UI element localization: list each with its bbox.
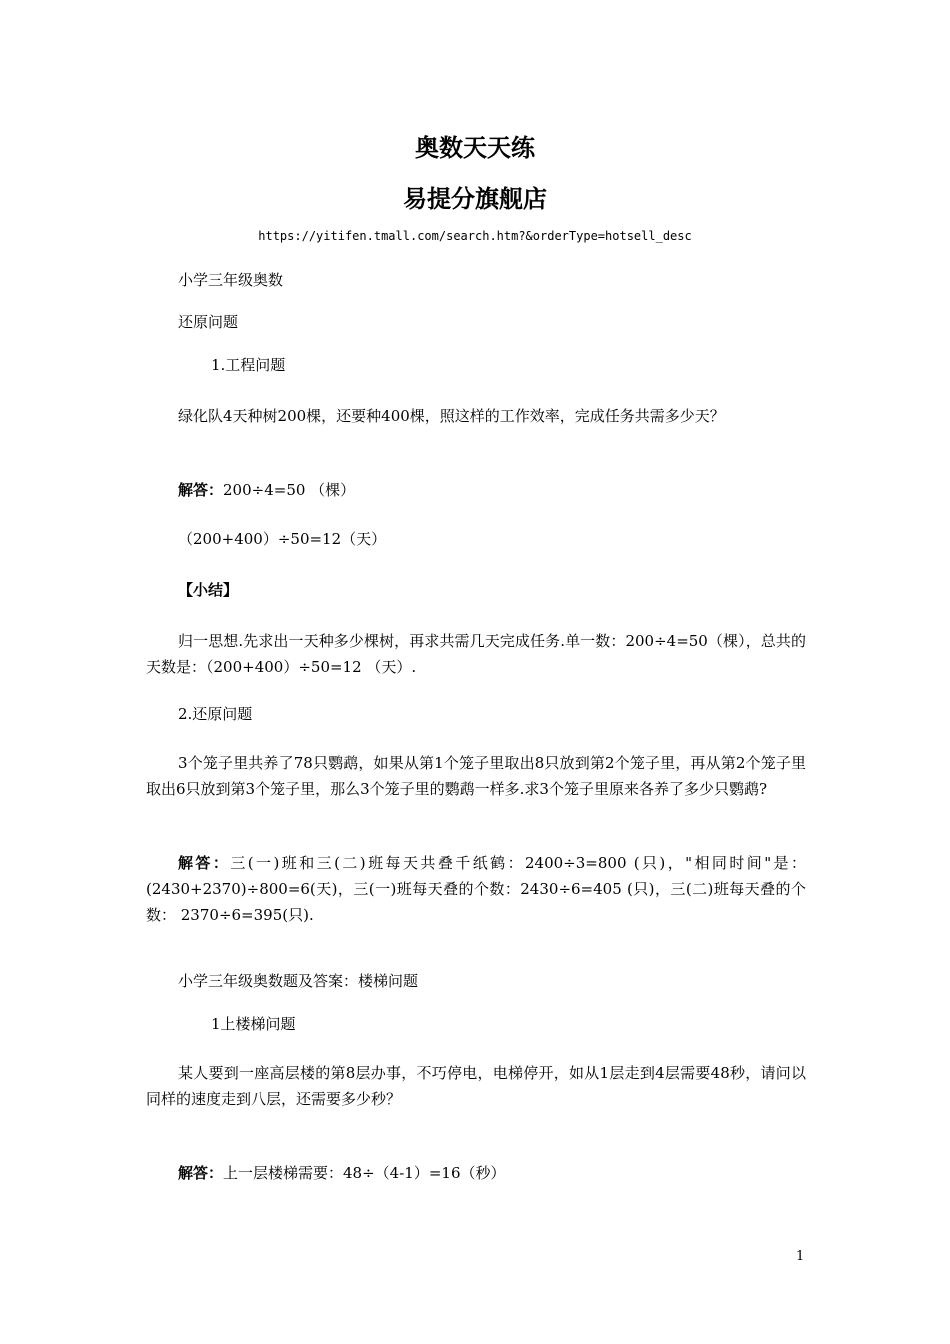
store-url[interactable]: https://yitifen.tmall.com/search.htm?&orderType=hotsell_desc [258, 229, 692, 243]
item1-answer-line1 [178, 481, 355, 499]
grade-label: 小学三年级奥数 [178, 271, 284, 289]
answer-label: 解答： [178, 854, 231, 872]
item1-answer-line2: （200+400）÷50=12（天） [178, 530, 387, 548]
summary-text: 归一思想.先求出一天种多少棵树，再求共需几天完成任务.单一数：200÷4=50（棵），总共的天数是：（200+400）÷50=12 （天）. [146, 632, 806, 676]
store-name: 易提分旗舰店 [403, 184, 547, 213]
item2-answer [146, 850, 806, 928]
item2-heading: 2.还原问题 [178, 705, 253, 723]
item1-question: 绿化队4天种树200棵，还要种400棵，照这样的工作效率，完成任务共需多少天？ [178, 407, 725, 425]
section2-heading: 小学三年级奥数题及答案：楼梯问题 [178, 972, 419, 990]
answer-label: 解答： [178, 1164, 224, 1182]
answer-text: 上一层楼梯需要：48÷（4-1）=16（秒） [223, 1164, 506, 1182]
section2-item1-answer [178, 1164, 505, 1182]
summary-label: 【小结】 [178, 581, 239, 599]
answer-label: 解答： [178, 481, 224, 499]
answer-text: 三(一)班和三(二)班每天共叠千纸鹤：2400÷3=800 (只)，"相同时间"是：(2430+2370)÷800=6(天)，三(一)班每天叠的个数：2430÷6=405 (只)，三(二)班每天叠的个数： 2370÷6=395(只). [146, 854, 806, 924]
item2-question: 3个笼子里共养了78只鹦鹉，如果从第1个笼子里取出8只放到第2个笼子里，再从第2个笼子里取出6只放到第3个笼子里，那么3个笼子里的鹦鹉一样多.求3个笼子里原来各养了多少只鹦鹉? [146, 754, 806, 798]
topic-label: 还原问题 [178, 313, 239, 331]
section2-item1-heading: 1上楼梯问题 [211, 1015, 296, 1033]
answer-text: 200÷4=50 （棵） [223, 481, 356, 499]
page-number: 1 [796, 1249, 805, 1264]
page-title: 奥数天天练 [415, 133, 535, 162]
item1-heading: 1.工程问题 [211, 356, 286, 374]
section2-item1-question: 某人要到一座高层楼的第8层办事，不巧停电，电梯停开，如从1层走到4层需要48秒，请问以同样的速度走到八层，还需要多少秒？ [146, 1064, 806, 1108]
